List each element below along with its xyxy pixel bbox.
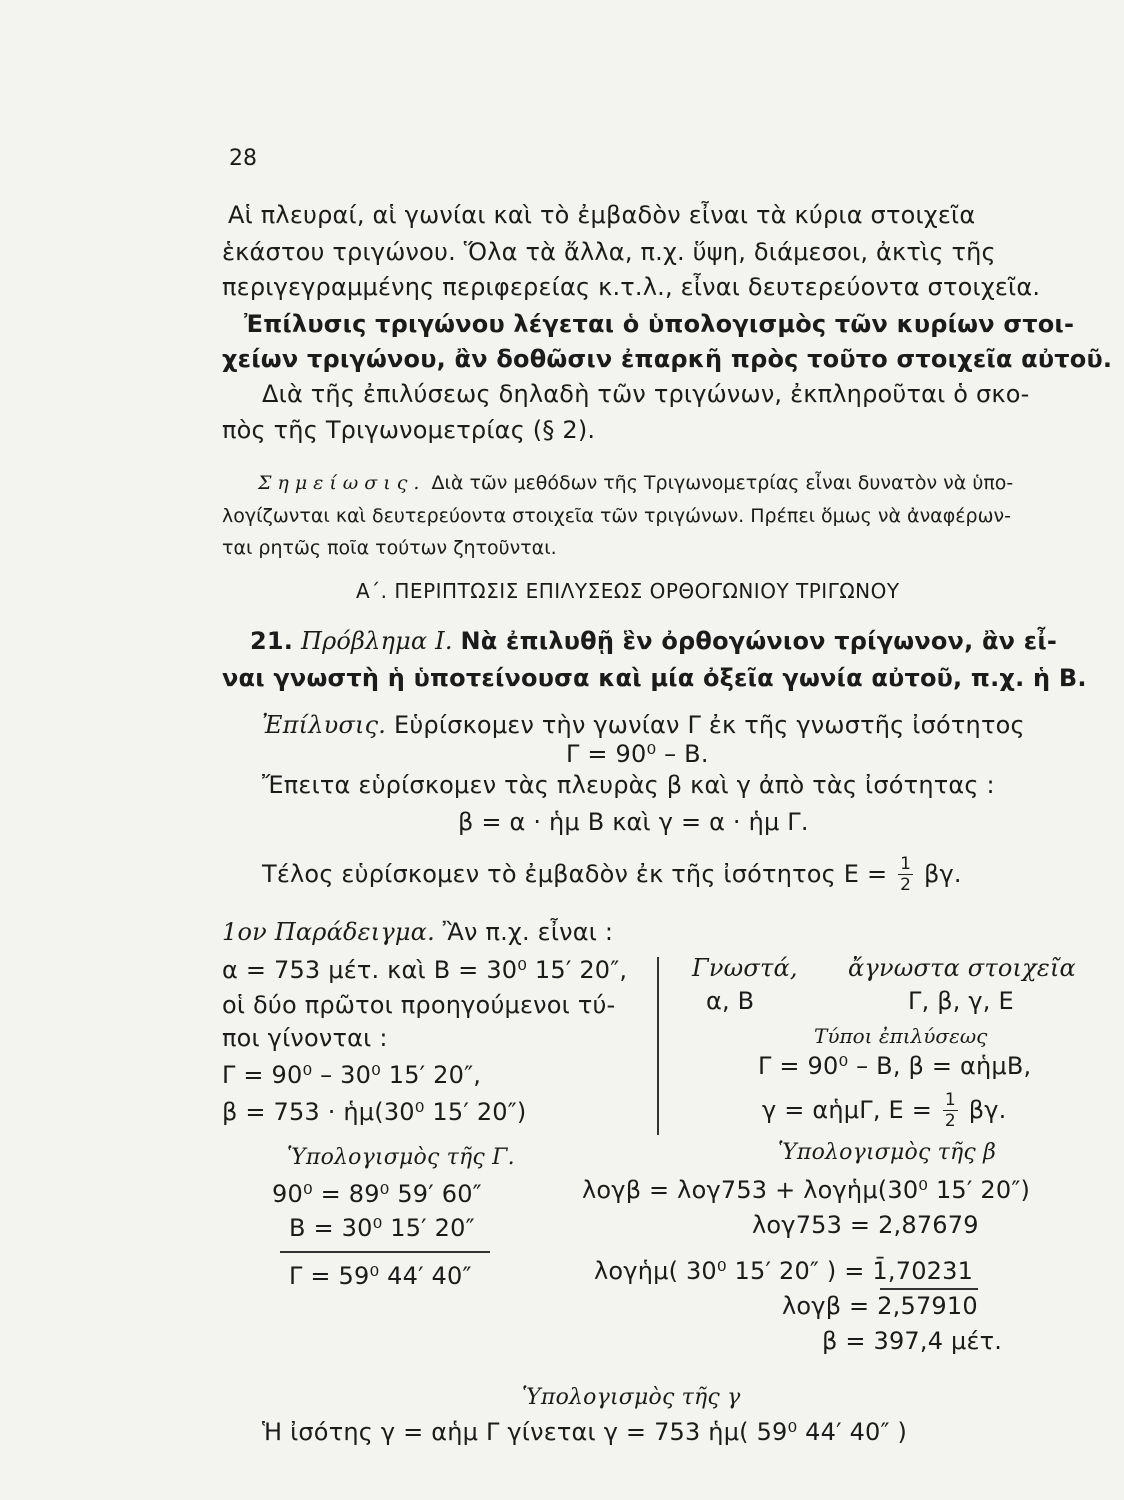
calc-beta-line-1: λογβ = λογ753 + λογἡμ(30⁰ 15′ 20″) <box>582 1176 1031 1204</box>
note-line-3: ται ρητῶς ποῖα τούτων ζητοῦνται. <box>222 537 557 559</box>
formula-line-2-end: βγ. <box>968 1096 1007 1124</box>
example-left-line-2: οἱ δύο πρῶτοι προηγούμενοι τύ- <box>222 991 616 1019</box>
unknown-header: ἄγνωστα στοιχεῖα <box>848 954 1076 982</box>
calc-gamma-angle-result: Γ = 59⁰ 44′ 40″ <box>289 1262 472 1290</box>
calc-beta-line-3: λογἡμ( 30⁰ 15′ 20″ ) = 1̄,70231 <box>594 1257 974 1285</box>
solution-line-3: Τέλος εὑρίσκομεν τὸ ἐμβαδὸν ἐκ τῆς ἰσότητος Ε = <box>262 860 888 888</box>
solution-line-1: Εὑρίσκομεν τὴν γωνίαν Γ ἐκ τῆς γνωστῆς ἰσότητος <box>393 711 1025 739</box>
sum-rule <box>880 1288 978 1290</box>
solution-line-2: Ἔπειτα εὑρίσκομεν τὰς πλευρὰς β καὶ γ ἀπὸ τὰς ἰσότητας : <box>262 771 995 799</box>
calc-gamma-angle-line-2: Β = 30⁰ 15′ 20″ <box>289 1214 475 1242</box>
formula-fraction-denominator: 2 <box>944 1111 956 1131</box>
formula-line-1: Γ = 90⁰ – Β, β = αἡμΒ, <box>758 1052 1032 1080</box>
known-header: Γνωστά, <box>692 954 798 982</box>
example-intro: Ἂν π.χ. εἶναι : <box>442 918 614 946</box>
unknown-values: Γ, β, γ, Ε <box>908 987 1014 1015</box>
calc-beta-line-2: λογ753 = 2,87679 <box>752 1211 979 1239</box>
intro-line-1: Αἱ πλευραί, αἱ γωνίαι καὶ τὸ ἐμβαδὸν εἶναι τὰ κύρια στοιχεῖα <box>228 201 976 229</box>
formula-fraction <box>943 1092 958 1130</box>
example-left-line-4: Γ = 90⁰ – 30⁰ 15′ 20″, <box>222 1061 482 1089</box>
formula-line-2: γ = αἡμΓ, Ε = <box>762 1096 933 1124</box>
fraction-one-half <box>898 856 913 894</box>
calc-beta-header: Ὑπολογισμὸς τῆς β <box>778 1140 997 1165</box>
calc-gamma-angle-header: Ὑπολογισμὸς τῆς Γ. <box>287 1145 515 1170</box>
calc-gamma-side-line-1: Ἡ ἰσότης γ = αἡμ Γ γίνεται γ = 753 ἡμ( 59⁰ 44′ 40″ ) <box>262 1418 908 1446</box>
equation-sides: β = α · ἡμ Β καὶ γ = α · ἡμ Γ. <box>458 808 809 836</box>
solution-line-3-end: βγ. <box>923 860 962 888</box>
known-values: α, Β <box>706 987 755 1015</box>
definition-line-2: χείων τριγώνου, ἂν δοθῶσιν ἐπαρκῆ πρὸς τοῦτο στοιχεῖα αὐτοῦ. <box>222 345 1113 373</box>
example-left-line-1: α = 753 μέτ. καὶ Β = 30⁰ 15′ 20″, <box>222 956 628 984</box>
fraction-numerator: 1 <box>900 854 912 874</box>
problem-number: 21. <box>250 627 294 655</box>
example-left-line-3: ποι γίνονται : <box>222 1024 388 1052</box>
fraction-denominator: 2 <box>900 875 912 895</box>
definition-line-1: Ἐπίλυσις τριγώνου λέγεται ὁ ὑπολογισμὸς τῶν κυρίων στοι- <box>244 310 1075 338</box>
example-label: 1ον Παράδειγμα. <box>222 918 435 946</box>
calc-beta-line-4: λογβ = 2,57910 <box>782 1292 978 1320</box>
note-line-2: λογίζωνται καὶ δευτερεύοντα στοιχεῖα τῶν τριγώνων. Πρέπει ὅμως νὰ ἀναφέρων- <box>222 505 1011 527</box>
formula-fraction-numerator: 1 <box>944 1090 956 1110</box>
calc-gamma-angle-line-1: 90⁰ = 89⁰ 59′ 60″ <box>272 1180 482 1208</box>
section-heading: Α΄. ΠΕΡΙΠΤΩΣΙΣ ΕΠΙΛΥΣΕΩΣ ΟΡΘΟΓΩΝΙΟΥ ΤΡΙΓΩΝΟΥ <box>356 579 900 603</box>
intro-line-2: ἑκάστου τριγώνου. Ὅλα τὰ ἄλλα, π.χ. ὕψη, διάμεσοι, ἀκτὶς τῆς <box>222 238 996 266</box>
problem-line-1: Νὰ ἐπιλυθῇ ἓν ὀρθογώνιον τρίγωνον, ἂν εἶ- <box>460 627 1058 655</box>
subtraction-rule <box>280 1251 490 1253</box>
formulas-header: Τύποι ἐπιλύσεως <box>814 1024 988 1048</box>
problem-line-2: ναι γνωστὴ ἡ ὑποτείνουσα καὶ μία ὀξεῖα γωνία αὐτοῦ, π.χ. ἡ Β. <box>222 664 1087 692</box>
intro-line-5: πὸς τῆς Τριγωνομετρίας (§ 2). <box>222 416 596 444</box>
intro-line-4: Διὰ τῆς ἐπιλύσεως δηλαδὴ τῶν τριγώνων, ἐκπληροῦται ὁ σκο- <box>262 380 1030 408</box>
solution-label: Ἐπίλυσις. <box>262 711 387 739</box>
note-label: Σημείωσις. <box>258 472 426 494</box>
equation-gamma-angle: Γ = 90⁰ – Β. <box>566 740 709 768</box>
example-left-line-5: β = 753 · ἡμ(30⁰ 15′ 20″) <box>222 1098 527 1126</box>
column-divider <box>657 957 659 1135</box>
problem-label: Πρόβλημα Ι. <box>300 627 453 655</box>
calc-beta-result: β = 397,4 μέτ. <box>822 1327 1003 1355</box>
note-line-1: Διὰ τῶν μεθόδων τῆς Τριγωνομετρίας εἶναι δυνατὸν νὰ ὑπο- <box>431 472 1014 494</box>
calc-gamma-side-header: Ὑπολογισμὸς τῆς γ <box>522 1385 741 1410</box>
page-number: 28 <box>229 146 257 171</box>
intro-line-3: περιγεγραμμένης περιφερείας κ.τ.λ., εἶναι δευτερεύοντα στοιχεῖα. <box>222 273 1041 301</box>
